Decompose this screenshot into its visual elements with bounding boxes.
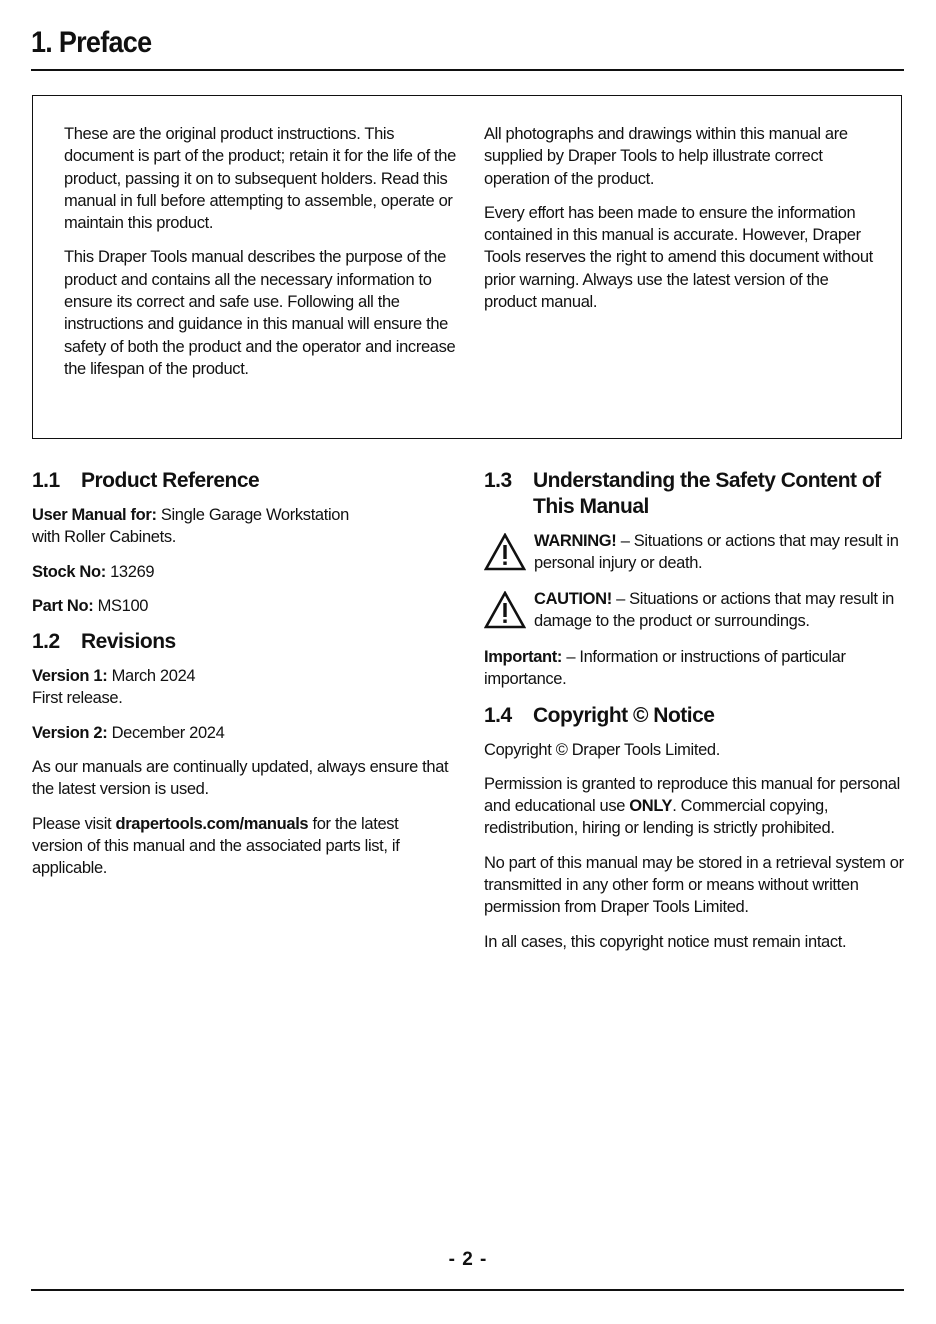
permission-text: Permission is granted to reproduce this manual for personal and educational use bbox=[484, 774, 900, 816]
manuals-link[interactable]: drapertools.com/manuals bbox=[115, 814, 309, 833]
visit-notice bbox=[32, 813, 452, 880]
version-2-line bbox=[32, 722, 452, 744]
stock-number-label: Stock No: bbox=[32, 562, 106, 581]
storage-paragraph: No part of this manual may be stored in a retrieval system or transmitted in any other form or means without written permission from Draper Tools Limited. bbox=[484, 853, 904, 917]
intro-paragraph: This Draper Tools manual describes the purpose of the product and contains all the necessary information to ensure its correct and safe use. Following all the instructions and guidance in this manual will ensure the safety of both the product and the operator and increase the lifespan of the product. bbox=[64, 248, 456, 378]
intro-paragraph: Every effort has been made to ensure the information contained in this manual is accurate. However, Draper Tools reserves the right to amend this document without prior warning. Always use the latest version of the product manual. bbox=[484, 203, 873, 312]
notice-intact-paragraph: In all cases, this copyright notice must remain intact. bbox=[484, 932, 847, 951]
caution-label: CAUTION! bbox=[534, 590, 612, 608]
warning-triangle-icon bbox=[484, 588, 534, 634]
user-manual-line bbox=[32, 504, 372, 549]
intro-box bbox=[32, 95, 902, 439]
section-heading-copyright bbox=[484, 703, 908, 729]
visit-prefix: Please visit bbox=[32, 814, 112, 833]
section-title: Product Reference bbox=[81, 469, 260, 492]
page-title: 1. Preface bbox=[31, 26, 152, 59]
warning-description: – Situations or actions that may result in personal injury or death. bbox=[534, 532, 899, 573]
copyright-line: Copyright © Draper Tools Limited. bbox=[484, 740, 720, 759]
warning-text bbox=[534, 530, 908, 575]
version-1-label: Version 1: bbox=[32, 667, 108, 686]
page-number: - 2 - bbox=[448, 1249, 488, 1270]
intro-paragraph: All photographs and drawings within this manual are supplied by Draper Tools to help illustrate correct operation of the product. bbox=[484, 125, 848, 188]
section-number: 1.3 bbox=[484, 469, 512, 492]
section-heading-revisions bbox=[32, 629, 452, 655]
section-heading-product-reference bbox=[32, 468, 452, 494]
caution-item bbox=[484, 588, 908, 634]
important-label: Important: bbox=[484, 648, 563, 666]
section-number: 1.2 bbox=[32, 630, 60, 654]
user-manual-label: User Manual for: bbox=[32, 506, 157, 524]
section-number: 1.1 bbox=[32, 469, 60, 492]
permission-paragraph bbox=[484, 773, 908, 840]
permission-emphasis: ONLY bbox=[629, 797, 673, 816]
title-divider bbox=[31, 69, 904, 71]
warning-item bbox=[484, 530, 908, 576]
updated-notice: As our manuals are continually updated, always ensure that the latest version is used. bbox=[32, 758, 449, 799]
intro-right-column bbox=[484, 123, 876, 325]
section-title: Copyright © Notice bbox=[533, 703, 715, 727]
user-manual-value: Single Garage Workstation with Roller Cabinets. bbox=[32, 506, 349, 547]
version-1-line bbox=[32, 665, 452, 710]
footer-divider bbox=[31, 1289, 904, 1291]
visit-suffix: for the latest version of this manual and the associated parts list, if applicable. bbox=[32, 814, 400, 878]
caution-description: – Situations or actions that may result in damage to the product or surroundings. bbox=[534, 590, 894, 631]
right-column bbox=[484, 468, 908, 965]
stock-number-value: 13269 bbox=[110, 562, 155, 581]
part-number-label: Part No: bbox=[32, 596, 94, 615]
version-1-note: First release. bbox=[32, 689, 123, 708]
version-2-label: Version 2: bbox=[32, 723, 108, 742]
intro-left-column bbox=[64, 123, 456, 392]
important-description: – Information or instructions of particular importance. bbox=[484, 648, 846, 689]
section-number: 1.4 bbox=[484, 703, 512, 727]
version-1-date: March 2024 bbox=[111, 667, 196, 686]
version-2-date: December 2024 bbox=[111, 723, 225, 742]
warning-label: WARNING! bbox=[534, 532, 617, 550]
intro-paragraph: These are the original product instructions. This document is part of the product; retain it for the life of the product, passing it on to subsequent holders. Read this manual in full before attempting to assemble, operate or maintain this product. bbox=[64, 125, 456, 233]
permission-text-rest: . Commercial copying, redistribution, hiring or lending is strictly prohibited. bbox=[484, 797, 835, 838]
part-number-value: MS100 bbox=[97, 596, 149, 615]
part-number-line bbox=[32, 595, 452, 617]
left-column bbox=[32, 468, 452, 892]
section-title: Understanding the Safety Content of This Manual bbox=[533, 469, 881, 518]
stock-number-line bbox=[32, 561, 452, 583]
section-title: Revisions bbox=[81, 630, 176, 654]
caution-text bbox=[534, 588, 908, 633]
section-heading-safety-content bbox=[484, 468, 908, 520]
important-line bbox=[484, 646, 908, 691]
warning-triangle-icon bbox=[484, 530, 534, 576]
